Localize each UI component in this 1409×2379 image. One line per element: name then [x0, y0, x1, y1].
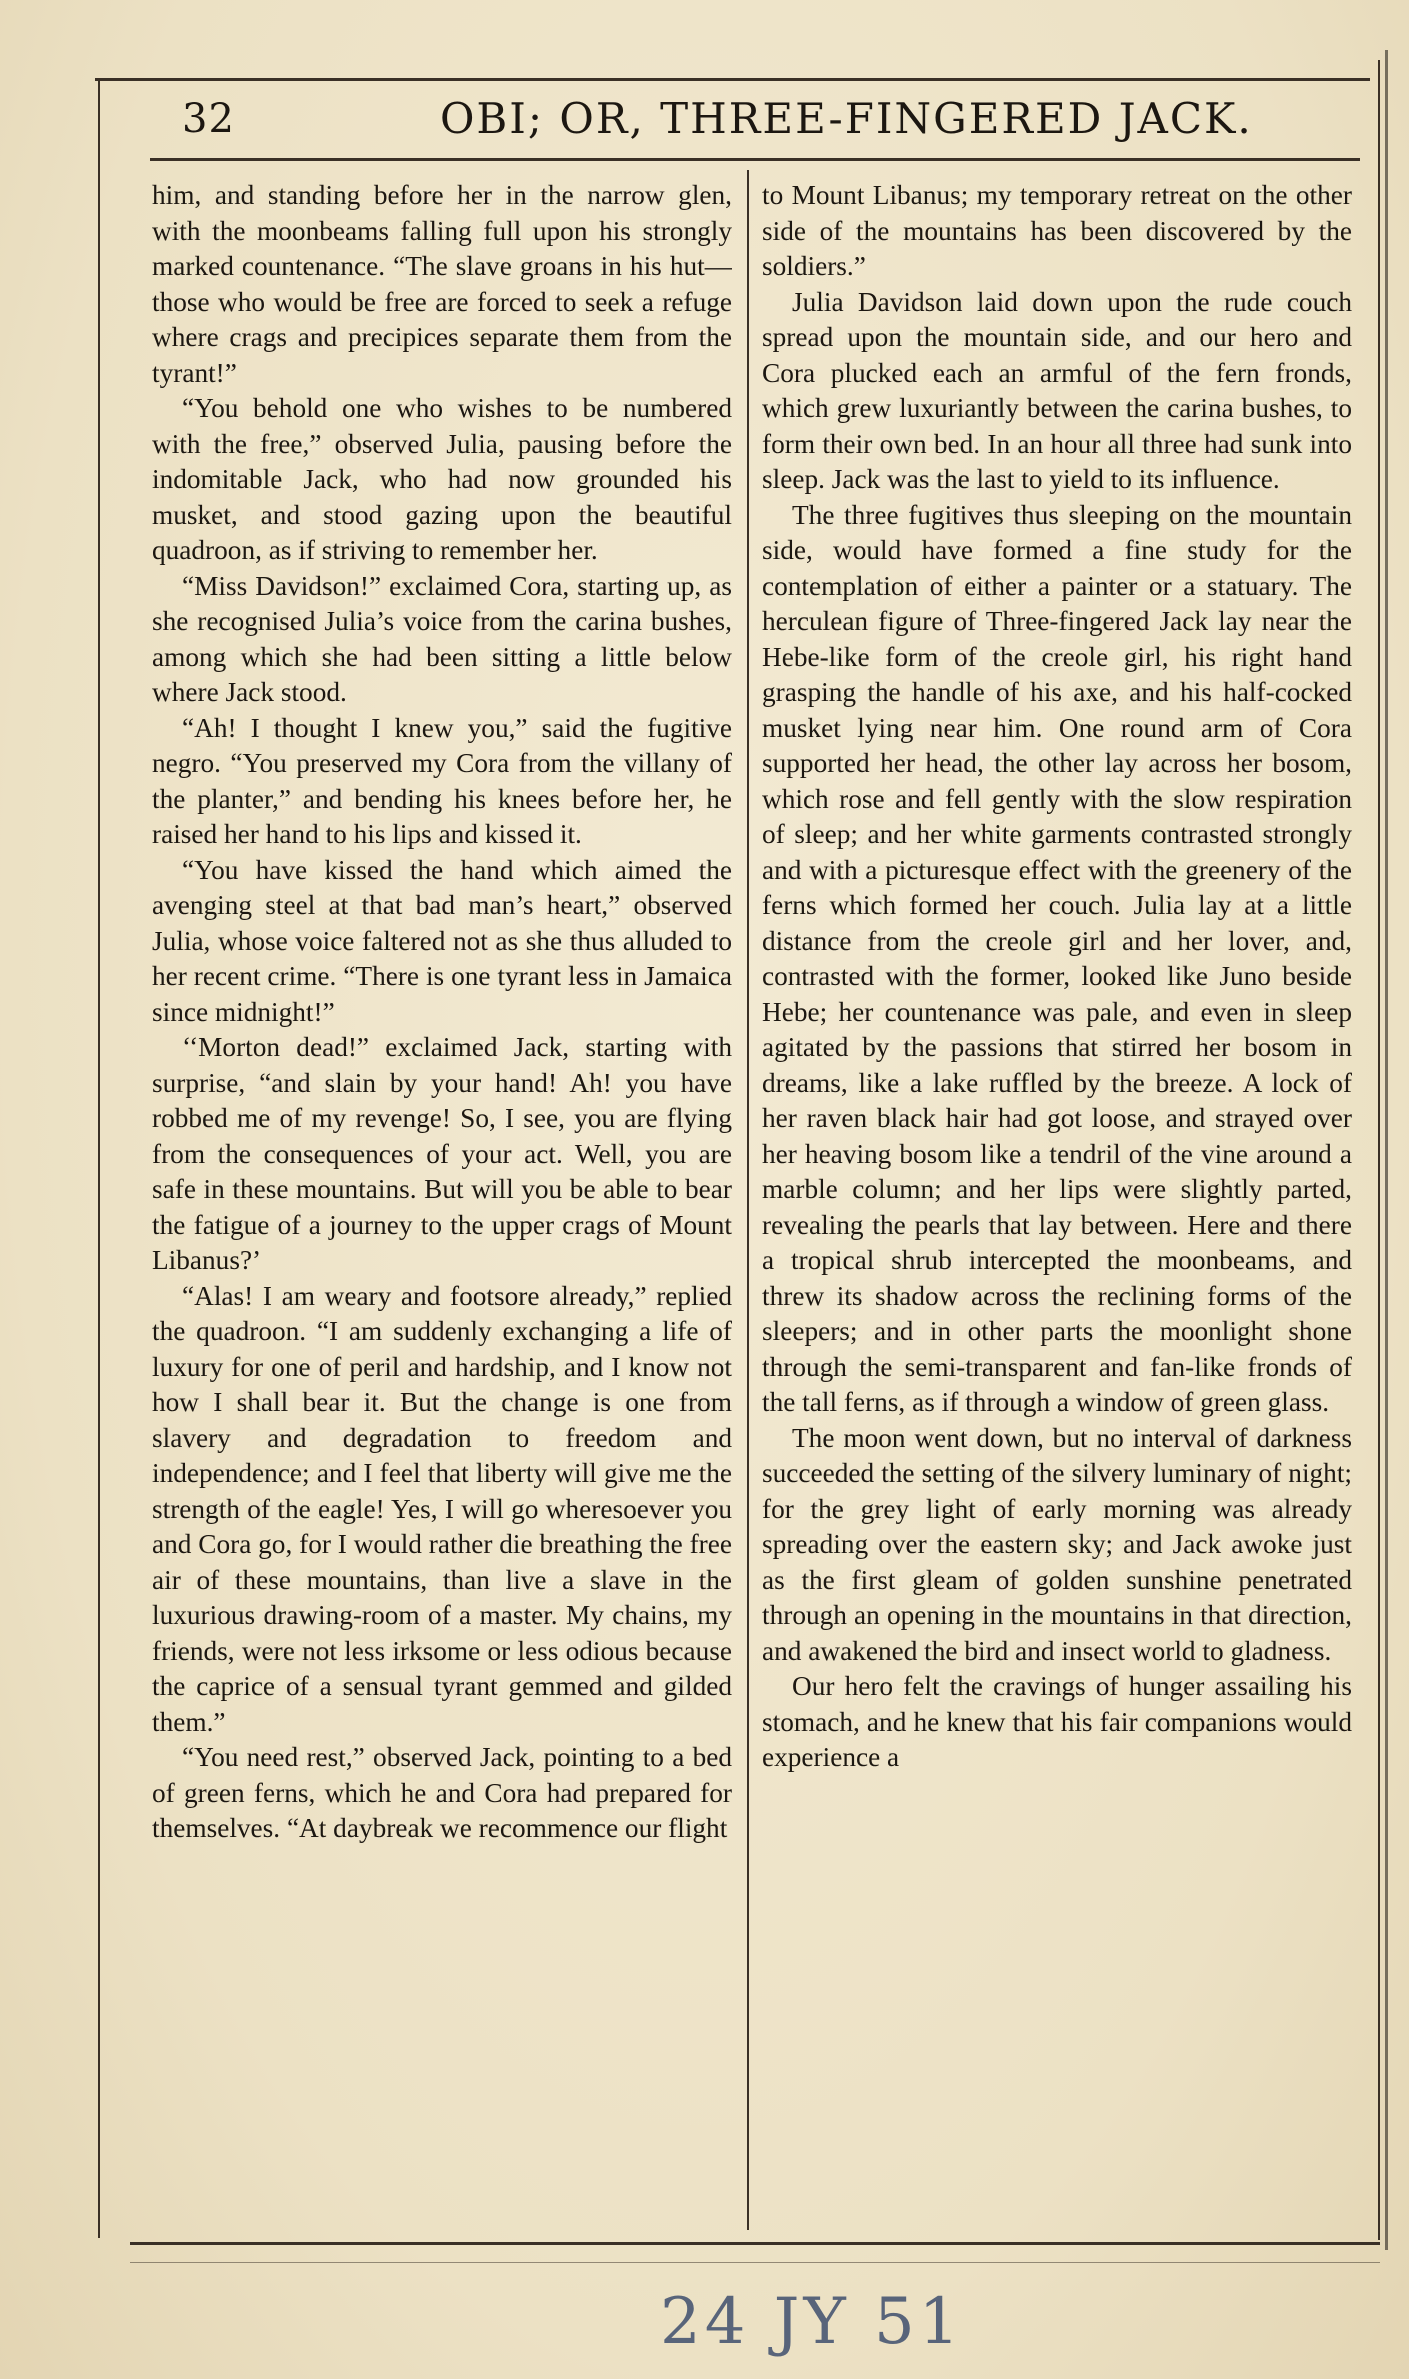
paragraph: “Alas! I am weary and footsore already,” replied the quadroon. “I am suddenly exchanging a life of luxury for one of peril and hardship, and I know not how I shall bear it. But the change is one from slavery and degradation to freedom and independence; and I feel that liberty will give me the strength of the eagle! Yes, I will go wheresoever you and Cora go, for I would rather die breathing the free air of these mountains, than live a slave in the luxurious drawing-room of a master. My chains, my friends, were not less irksome or less odious because the caprice of a sensual tyrant gemmed and gilded them.”: [152, 1280, 732, 1737]
paragraph: The three fugitives thus sleeping on the mountain side, would have formed a fine study for the contemplation of either a painter or a statuary. The herculean figure of Three-fingered Jack lay near the Hebe-like form of the creole girl, his right hand grasping the handle of his axe, and his half-cocked musket lying near him. One round arm of Cora supported her head, the other lay across her bosom, which rose and fell gently with the slow respiration of sleep; and her white garments contrasted strongly and with a picturesque effect with the greenery of the ferns which formed her couch. Julia lay at a little distance from the creole girl and her lover, and, contrasted with the former, looked like Juno beside Hebe; her countenance was pale, and even in sleep agitated by the passions that stirred her bosom in dreams, like a lake ruffled by the breeze. A lock of her raven black hair had got loose, and strayed over her heaving bosom like a tendril of the vine around a marble column; and her lips were slightly parted, revealing the pearls that lay between. Here and there a tropical shrub intercepted the moonbeams, and threw its shadow across the reclining forms of the sleepers; and in other parts the moonlight shone through the semi-transparent and fan-like fronds of the tall ferns, as if through a window of green glass.: [762, 499, 1352, 1417]
bottom-border-rule-faint: [130, 2262, 1380, 2263]
text-column-right: [762, 178, 1352, 2238]
paragraph: “You need rest,” observed Jack, pointing to a bed of green ferns, which he and Cora had prepared for themselves. “At daybreak we recommence our flight: [152, 1742, 732, 1843]
column-divider: [747, 170, 749, 2230]
page-edge-shadow: [1385, 50, 1388, 2250]
paragraph: The moon went down, but no interval of darkness succeeded the setting of the silvery luminary of night; for the grey light of early morning was already spreading over the eastern sky; and Jack awoke just as the first gleam of golden sunshine penetrated through an opening in the mountains in that direction, and awakened the bird and insect world to gladness.: [762, 1422, 1352, 1666]
paragraph: “Ah! I thought I knew you,” said the fugitive negro. “You preserved my Cora from the villany of the planter,” and bending his knees before her, he raised her hand to his lips and kissed it.: [152, 712, 732, 849]
paragraph: ‘‘Morton dead!” exclaimed Jack, starting with surprise, “and slain by your hand! Ah! you have robbed me of my revenge! So, I see, you are flying from the consequences of your act. Well, you are safe in these mountains. But will you be able to bear the fatigue of a journey to the upper crags of Mount Libanus?’: [152, 1032, 732, 1275]
right-frame-rule: [1378, 60, 1380, 2240]
left-frame-rule: [98, 78, 100, 2238]
paragraph: him, and standing before her in the narrow glen, with the moonbeams falling full upon his strongly marked countenance. “The slave groans in his hut—those who would be free are forced to seek a refuge where crags and precipices separate them from the tyrant!”: [152, 180, 732, 388]
paragraph: “You behold one who wishes to be numbered with the free,” observed Julia, pausing before the indomitable Jack, who had now grounded his musket, and stood gazing upon the beautiful quadroon, as if striving to remember her.: [152, 393, 732, 565]
text-column-left: [152, 178, 732, 2238]
top-border-rule: [95, 78, 1370, 81]
page-number: 32: [182, 96, 235, 142]
paragraph: to Mount Libanus; my temporary retreat on the other side of the mountains has been discovered by the soldiers.”: [762, 180, 1352, 281]
paragraph: Julia Davidson laid down upon the rude couch spread upon the mountain side, and our hero and Cora plucked each an armful of the fern fronds, which grew luxuriantly between the carina bushes, to form their own bed. In an hour all three had sunk into sleep. Jack was the last to yield to its influence.: [762, 286, 1352, 494]
running-header: [160, 92, 1350, 152]
paragraph: Our hero felt the cravings of hunger assailing his stomach, and he knew that his fair companions would experience a: [762, 1671, 1352, 1772]
header-rule: [150, 158, 1360, 161]
paragraph: “You have kissed the hand which aimed the avenging steel at that bad man’s heart,” observed Julia, whose voice faltered not as she thus alluded to her recent crime. “There is one tyrant less in Jamaica since midnight!”: [152, 854, 732, 1027]
library-date-stamp: 24 JY 51: [660, 2285, 964, 2359]
running-title: OBI; OR, THREE-FINGERED JACK.: [440, 94, 1253, 143]
bottom-border-rule: [130, 2242, 1380, 2245]
paragraph: “Miss Davidson!” exclaimed Cora, starting up, as she recognised Julia’s voice from the carina bushes, among which she had been sitting a little below where Jack stood.: [152, 570, 732, 707]
